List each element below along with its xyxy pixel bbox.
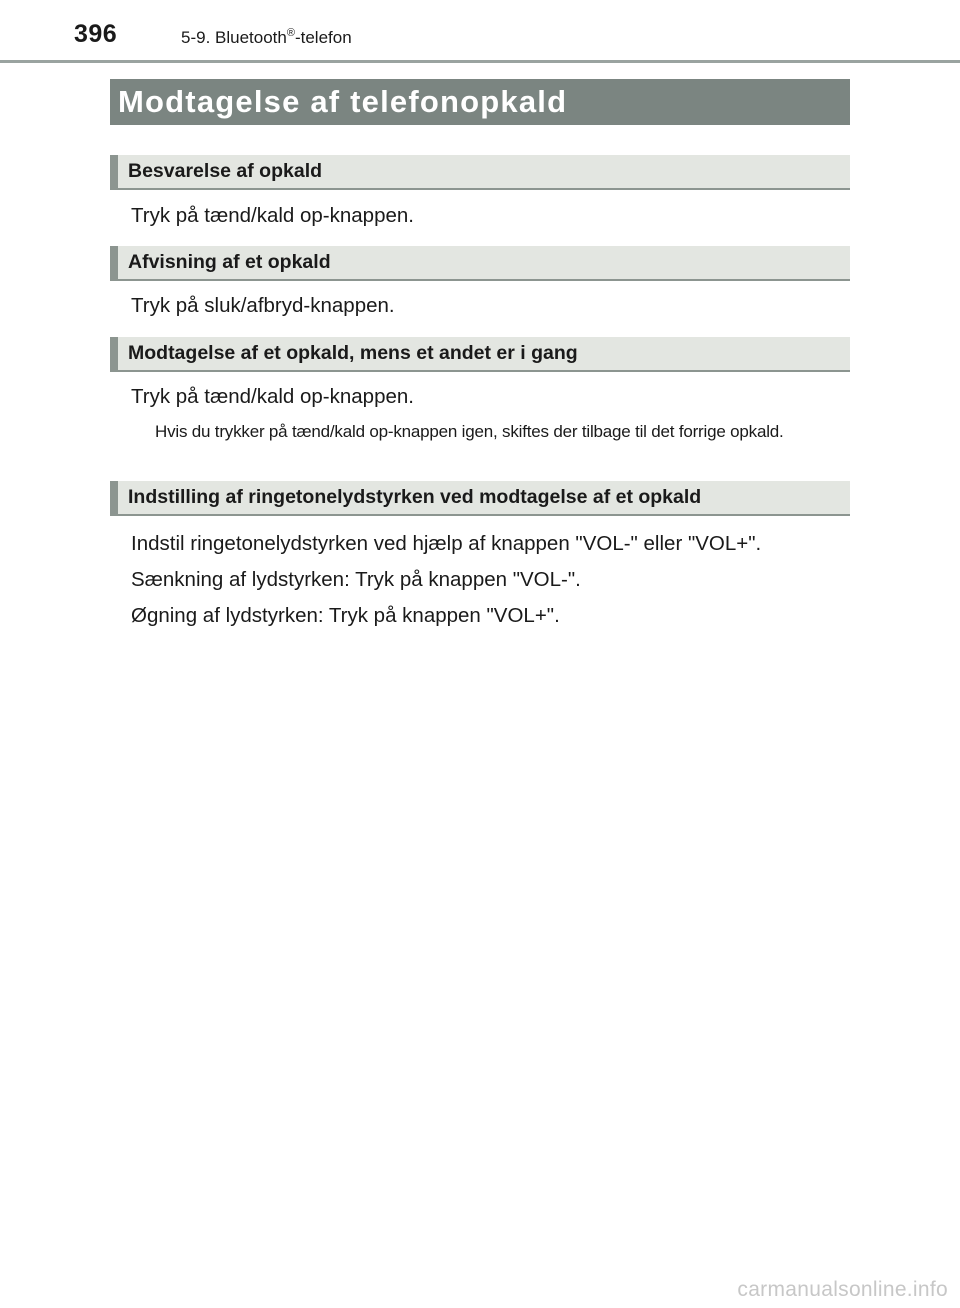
registered-mark: ®	[286, 27, 295, 39]
watermark: carmanualsonline.info	[737, 1278, 948, 1301]
chapter-text: 5-9. Bluetooth	[181, 28, 287, 47]
instruction-text: Tryk på sluk/afbryd-knappen.	[131, 294, 395, 317]
subheading-reject-call	[110, 246, 850, 281]
chapter-suffix: -telefon	[294, 28, 352, 47]
chapter-title	[181, 28, 352, 48]
subheading-label: Afvisning af et opkald	[128, 251, 331, 273]
note-text: Hvis du trykker på tænd/kald op-knappen igen, skiftes der tilbage til det forrige opkald.	[155, 422, 784, 441]
header-divider	[0, 60, 960, 63]
subheading-ringtone-volume	[110, 481, 850, 516]
subheading-label: Indstilling af ringetonelydstyrken ved modtagelse af et opkald	[128, 486, 702, 508]
page-number: 396	[74, 20, 118, 48]
subheading-label: Modtagelse af et opkald, mens et andet er i gang	[128, 342, 578, 364]
instruction-text: Tryk på tænd/kald op-knappen.	[131, 385, 414, 408]
subheading-label: Besvarelse af opkald	[128, 160, 323, 182]
instruction-text: Sænkning af lydstyrken: Tryk på knappen "VOL-".	[131, 568, 581, 591]
section-title: Modtagelse af telefonopkald	[118, 84, 568, 119]
instruction-text: Øgning af lydstyrken: Tryk på knappen "VOL+".	[131, 604, 560, 627]
subheading-answer-call	[110, 155, 850, 190]
instruction-text: Tryk på tænd/kald op-knappen.	[131, 204, 414, 227]
section-title-bar	[110, 79, 850, 125]
subheading-call-waiting	[110, 337, 850, 372]
instruction-text: Indstil ringetonelydstyrken ved hjælp af knappen "VOL-" eller "VOL+".	[131, 532, 762, 555]
